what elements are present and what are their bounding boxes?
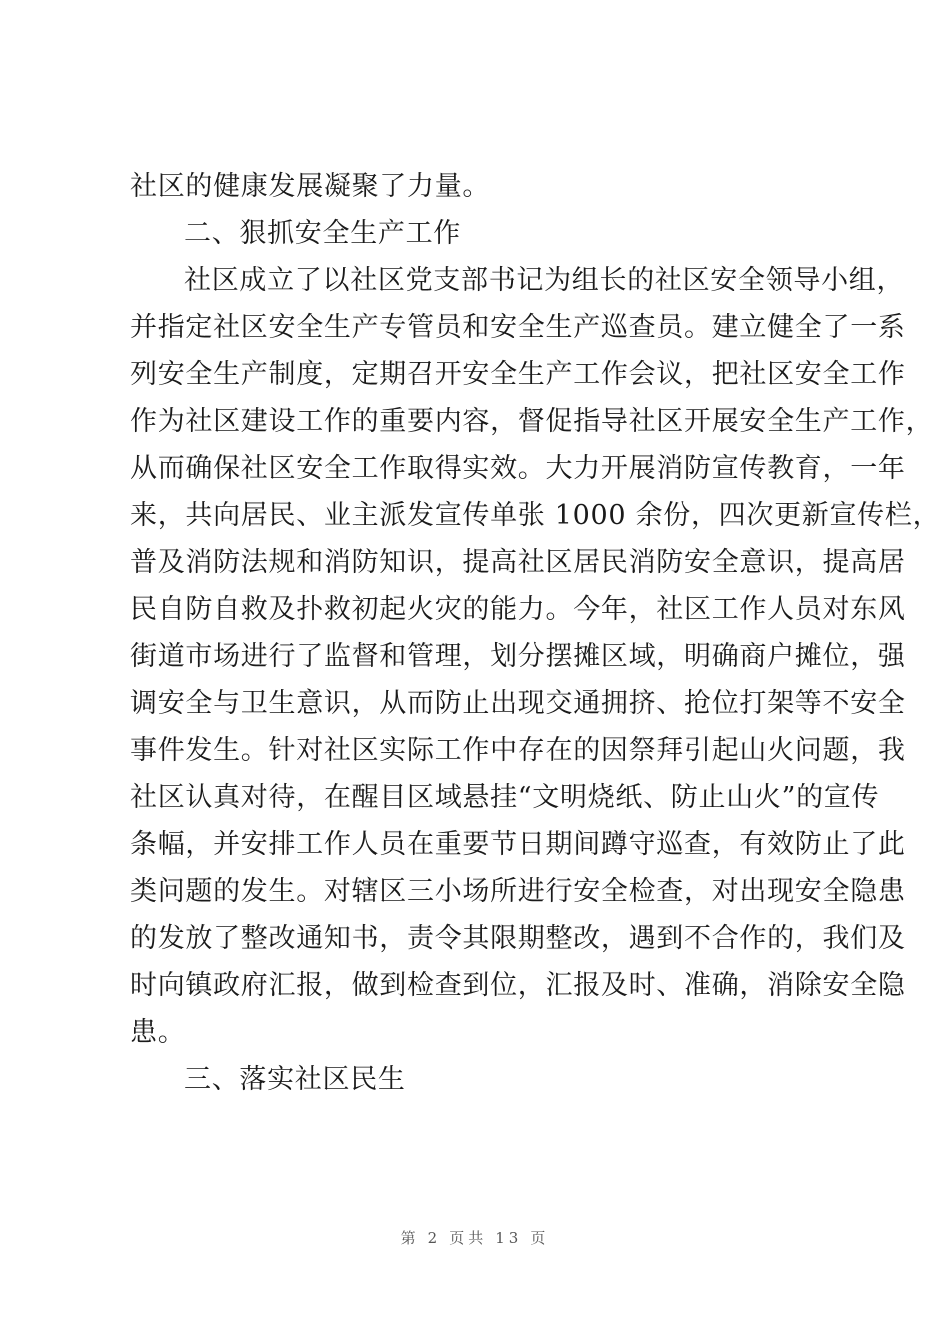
paragraph-line: 作为社区建设工作的重要内容，督促指导社区开展安全生产工作， bbox=[130, 406, 934, 437]
section-heading: 三、落实社区民生 bbox=[184, 1064, 406, 1095]
paragraph-line: 列安全生产制度，定期召开安全生产工作会议，把社区安全工作 bbox=[130, 359, 906, 390]
paragraph-line: 类问题的发生。对辖区三小场所进行安全检查，对出现安全隐患 bbox=[130, 876, 906, 907]
paragraph-line: 的发放了整改通知书，责令其限期整改，遇到不合作的，我们及 bbox=[130, 923, 906, 954]
paragraph-line: 并指定社区安全生产专管员和安全生产巡查员。建立健全了一系 bbox=[130, 312, 906, 343]
footer-middle: 页共 bbox=[449, 1229, 488, 1247]
paragraph-line: 事件发生。针对社区实际工作中存在的因祭拜引起山火问题，我 bbox=[130, 735, 906, 766]
paragraph-line: 社区成立了以社区党支部书记为组长的社区安全领导小组， bbox=[184, 265, 905, 296]
paragraph-line: 民自防自救及扑救初起火灾的能力。今年，社区工作人员对东风 bbox=[130, 594, 906, 625]
paragraph-line: 时向镇政府汇报，做到检查到位，汇报及时、准确，消除安全隐 bbox=[130, 970, 906, 1001]
paragraph-line: 条幅，并安排工作人员在重要节日期间蹲守巡查，有效防止了此 bbox=[130, 829, 906, 860]
paragraph-line: 普及消防法规和消防知识，提高社区居民消防安全意识，提高居 bbox=[130, 547, 906, 578]
paragraph-line: 患。 bbox=[130, 1017, 186, 1048]
section-heading: 二、狠抓安全生产工作 bbox=[184, 218, 461, 249]
total-pages-number: 13 bbox=[495, 1229, 523, 1247]
paragraph-line: 社区认真对待，在醒目区域悬挂“文明烧纸、防止山火”的宣传 bbox=[130, 782, 880, 813]
page-footer bbox=[0, 1227, 950, 1248]
document-body bbox=[130, 163, 941, 1103]
paragraph-line: 调安全与卫生意识，从而防止出现交通拥挤、抢位打架等不安全 bbox=[130, 688, 906, 719]
footer-prefix: 第 bbox=[400, 1229, 420, 1247]
footer-suffix: 页 bbox=[530, 1229, 550, 1247]
paragraph-line: 来，共向居民、业主派发宣传单张 1000 余份，四次更新宣传栏， bbox=[130, 500, 941, 531]
current-page-number: 2 bbox=[427, 1229, 442, 1247]
paragraph-line: 街道市场进行了监督和管理，划分摆摊区域，明确商户摊位，强 bbox=[130, 641, 906, 672]
paragraph-line: 社区的健康发展凝聚了力量。 bbox=[130, 171, 491, 202]
paragraph-line: 从而确保社区安全工作取得实效。大力开展消防宣传教育，一年 bbox=[130, 453, 906, 484]
